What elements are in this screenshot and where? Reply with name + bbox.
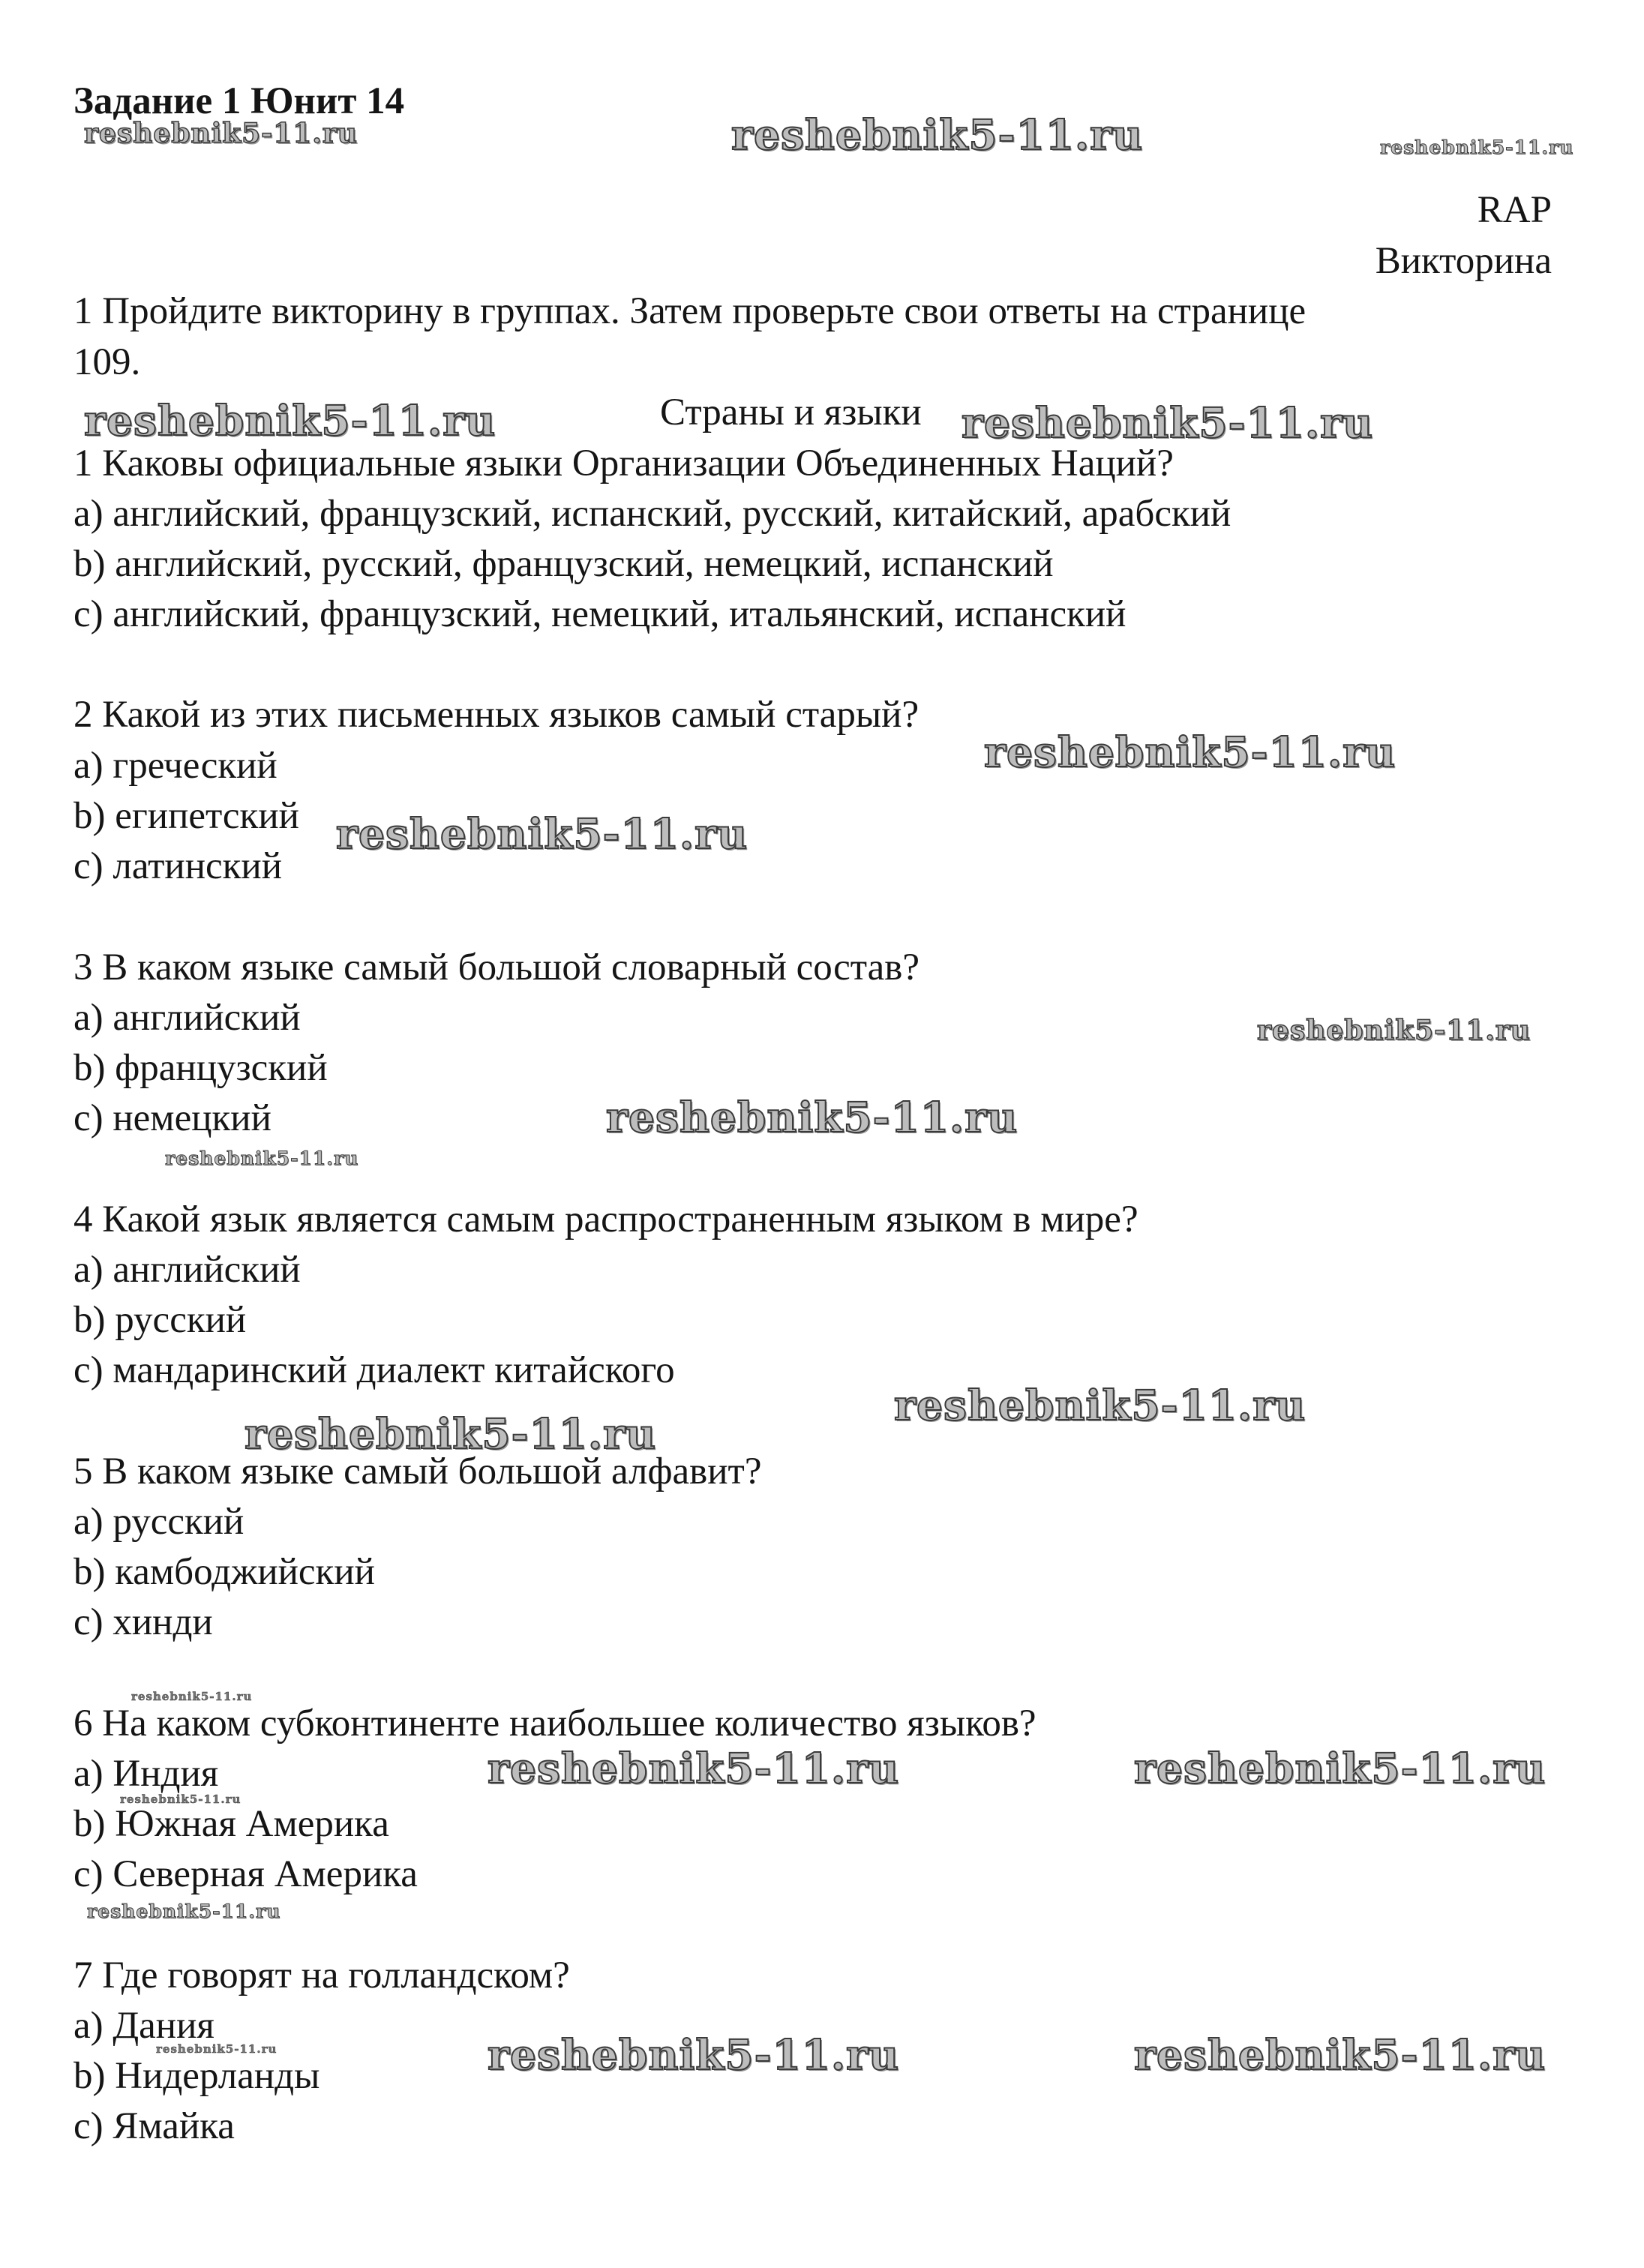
question-6-option-c: c) Северная Америка <box>74 1853 418 1895</box>
watermark: reshebnik5-11.ru <box>488 1744 900 1792</box>
question-2-option-b: b) египетский <box>74 795 299 837</box>
watermark: reshebnik5-11.ru <box>336 809 748 858</box>
question-7-option-b: b) Нидерланды <box>74 2055 320 2097</box>
watermark: reshebnik5-11.ru <box>120 1792 242 1806</box>
question-3: 3 В каком языке самый большой словарный состав? <box>74 946 920 988</box>
watermark: reshebnik5-11.ru <box>488 2030 900 2079</box>
question-1-option-b: b) английский, русский, французский, немецкий, испанский <box>74 543 1054 585</box>
question-6-option-b: b) Южная Америка <box>74 1803 389 1845</box>
question-7-option-a: a) Дания <box>74 2005 214 2047</box>
question-7-option-c: c) Ямайка <box>74 2105 235 2147</box>
quiz-title: Страны и языки <box>660 392 922 434</box>
question-4: 4 Какой язык является самым распространенным языком в мире? <box>74 1198 1138 1240</box>
watermark: reshebnik5-11.ru <box>165 1148 359 1169</box>
question-2-option-a: a) греческий <box>74 745 278 787</box>
question-5-option-c: c) хинди <box>74 1601 213 1643</box>
watermark: reshebnik5-11.ru <box>84 118 358 149</box>
question-3-option-a: a) английский <box>74 997 301 1039</box>
watermark: reshebnik5-11.ru <box>1134 1744 1546 1792</box>
watermark: reshebnik5-11.ru <box>984 728 1396 776</box>
question-4-option-a: a) английский <box>74 1249 301 1291</box>
question-2: 2 Какой из этих письменных языков самый старый? <box>74 694 920 736</box>
question-5: 5 В каком языке самый большой алфавит? <box>74 1450 762 1492</box>
question-2-option-c: c) латинский <box>74 845 283 887</box>
watermark: reshebnik5-11.ru <box>1134 2030 1546 2079</box>
watermark: reshebnik5-11.ru <box>87 1900 281 1922</box>
question-4-option-b: b) русский <box>74 1299 247 1341</box>
watermark: reshebnik5-11.ru <box>1257 1015 1531 1046</box>
watermark: reshebnik5-11.ru <box>156 2042 278 2056</box>
question-6: 6 На каком субконтиненте наибольшее количество языков? <box>74 1702 1036 1744</box>
question-1: 1 Каковы официальные языки Организации Объединенных Наций? <box>74 442 1174 484</box>
question-6-option-a: a) Индия <box>74 1753 219 1795</box>
watermark: reshebnik5-11.ru <box>606 1093 1018 1142</box>
page-title: Задание 1 Юнит 14 <box>74 80 405 122</box>
question-1-option-c: c) английский, французский, немецкий, итальянский, испанский <box>74 593 1126 635</box>
question-4-option-c: c) мандаринский диалект китайского <box>74 1349 675 1391</box>
watermark: reshebnik5-11.ru <box>894 1381 1306 1430</box>
watermark: reshebnik5-11.ru <box>84 396 496 445</box>
watermark: reshebnik5-11.ru <box>1380 136 1574 158</box>
watermark: reshebnik5-11.ru <box>131 1690 253 1703</box>
question-3-option-c: c) немецкий <box>74 1097 272 1139</box>
section-label: RAP <box>1477 189 1552 231</box>
question-1-option-a: a) английский, французский, испанский, русский, китайский, арабский <box>74 493 1232 535</box>
instruction-line-2: 109. <box>74 341 141 383</box>
watermark: reshebnik5-11.ru <box>244 1409 657 1458</box>
instruction-line-1: 1 Пройдите викторину в группах. Затем проверьте свои ответы на странице <box>74 290 1306 332</box>
question-7: 7 Где говорят на голландском? <box>74 1954 570 1996</box>
question-5-option-a: a) русский <box>74 1501 244 1543</box>
watermark: reshebnik5-11.ru <box>731 110 1144 159</box>
subsection-label: Викторина <box>1375 240 1552 282</box>
watermark: reshebnik5-11.ru <box>962 398 1374 447</box>
question-3-option-b: b) французский <box>74 1047 328 1089</box>
question-5-option-b: b) камбоджийский <box>74 1551 375 1593</box>
